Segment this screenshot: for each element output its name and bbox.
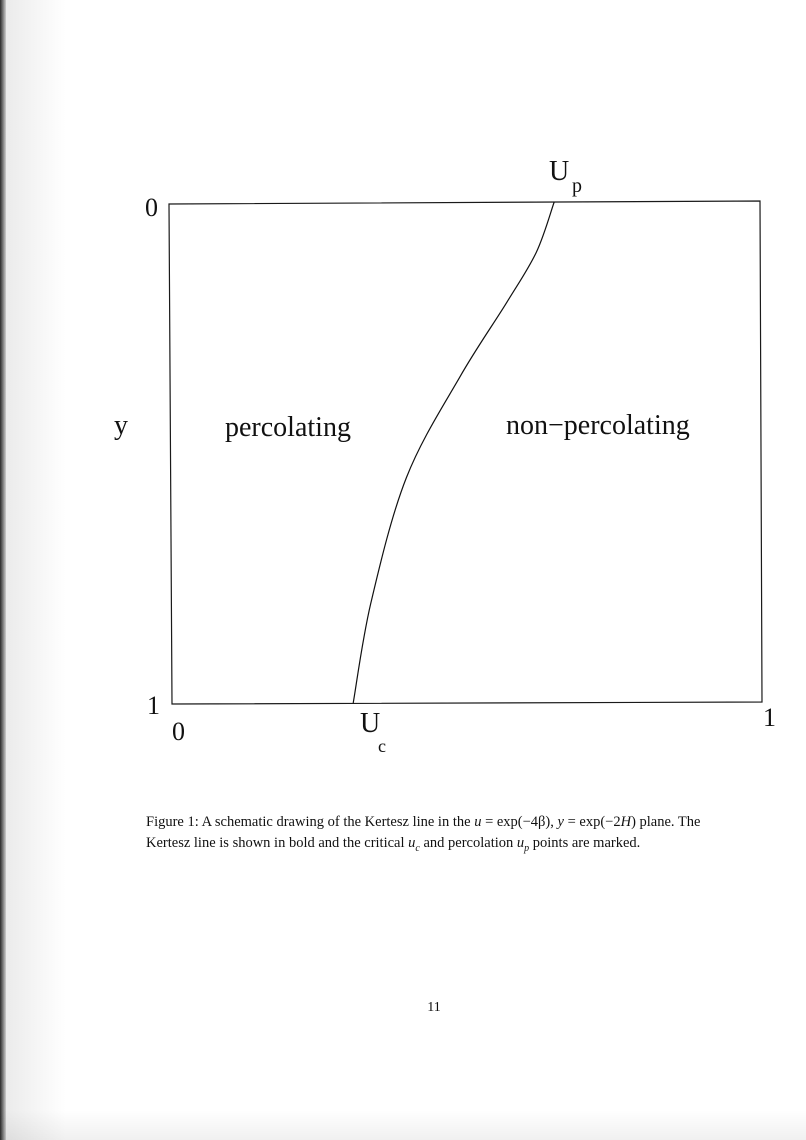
caption-uc-sub: c	[415, 842, 420, 854]
x-tick-left: 0	[172, 717, 185, 746]
caption-y-var: y	[557, 814, 564, 830]
y-axis-label: y	[114, 410, 128, 441]
caption-u-def: = exp(−4β),	[481, 814, 558, 830]
point-uc-label	[360, 708, 386, 756]
point-up-sub: p	[572, 175, 582, 197]
caption-prefix: Figure 1: A schematic drawing of the Kertesz line in the	[146, 814, 475, 830]
point-up-main: U	[549, 156, 570, 187]
caption-close: )	[631, 814, 636, 830]
caption-up-var: u	[516, 835, 525, 851]
kertesz-line	[353, 202, 554, 703]
caption-end: points are marked.	[529, 835, 641, 851]
caption-h-var: H	[620, 814, 632, 830]
y-tick-bottom: 1	[147, 691, 160, 720]
caption-mid: and percolation	[419, 835, 517, 851]
region-non-percolating: non−percolating	[506, 410, 690, 441]
x-tick-right: 1	[763, 703, 776, 732]
caption-up-sub: p	[524, 842, 530, 854]
caption-uc-var: u	[408, 835, 416, 851]
caption-y-def: = exp(−2	[563, 814, 621, 830]
figure-caption	[146, 812, 736, 859]
plot-frame	[169, 201, 762, 704]
y-tick-top: 0	[145, 193, 158, 222]
scan-bottom-shade	[0, 1110, 806, 1140]
point-uc-sub: c	[378, 736, 386, 756]
point-up-label	[549, 156, 582, 197]
region-percolating: percolating	[225, 412, 351, 443]
caption-u-var: u	[474, 814, 482, 830]
caption-line2: plane. The Kertesz line is shown in bold and the critical	[146, 814, 701, 851]
page-number: 11	[427, 1000, 441, 1015]
point-uc-main: U	[360, 708, 381, 739]
